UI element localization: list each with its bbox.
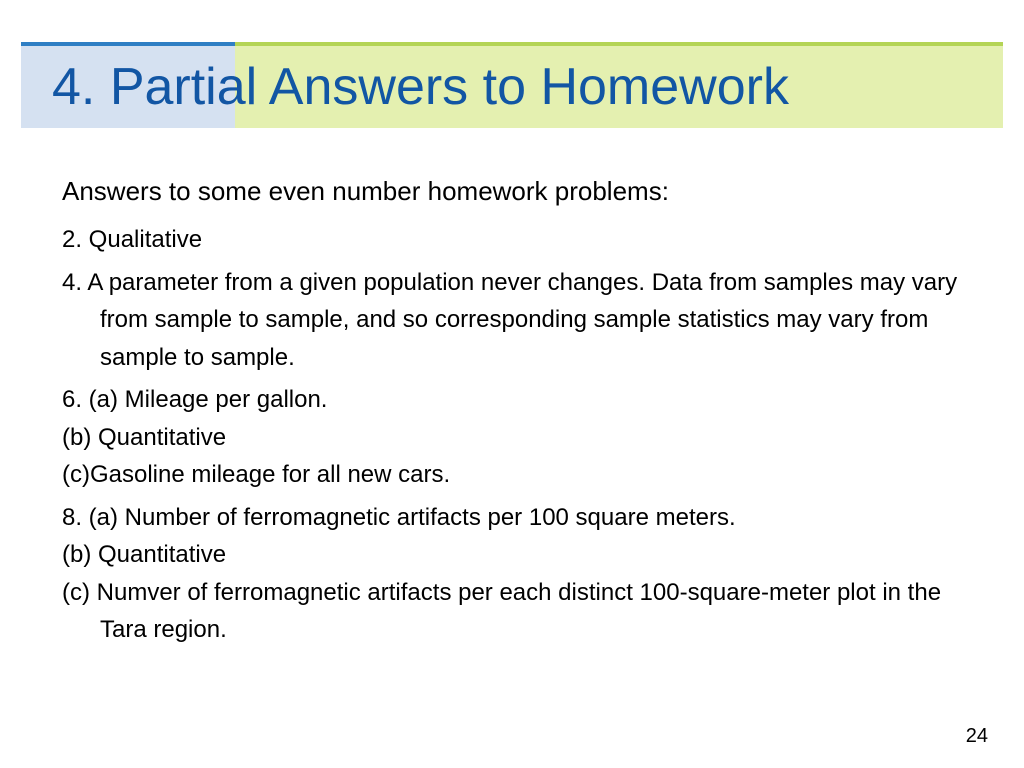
answer-8 (62, 499, 962, 649)
answer-line: (b) Quantitative (62, 423, 227, 451)
answer-line: (b) Quantitative (62, 541, 227, 568)
answer-line: 2. Qualitative (62, 226, 203, 253)
slide-title: 4. Partial Answers to Homework (52, 58, 789, 116)
answer-line: 6. (a) Mileage per gallon. (62, 386, 328, 413)
answer-line: 8. (a) Number of ferromagnetic artifacts per 100 square meters. (62, 503, 736, 531)
answer-list (62, 221, 962, 654)
answer-4 (62, 264, 962, 377)
answer-2 (62, 221, 962, 259)
slide-number: 24 (965, 725, 988, 747)
intro-text: Answers to some even number homework problems: (62, 176, 669, 206)
answer-line: (c)Gasoline mileage for all new cars. (62, 461, 451, 488)
answer-6 (62, 381, 962, 494)
answer-line: (c) Numver of ferromagnetic artifacts per each distinct 100-square-meter plot in the Tara region. (62, 578, 942, 643)
answer-line: 4. A parameter from a given population never changes. Data from samples may vary from sample to sample, and so corresponding sample statistics may vary from sample to sample. (62, 268, 958, 371)
